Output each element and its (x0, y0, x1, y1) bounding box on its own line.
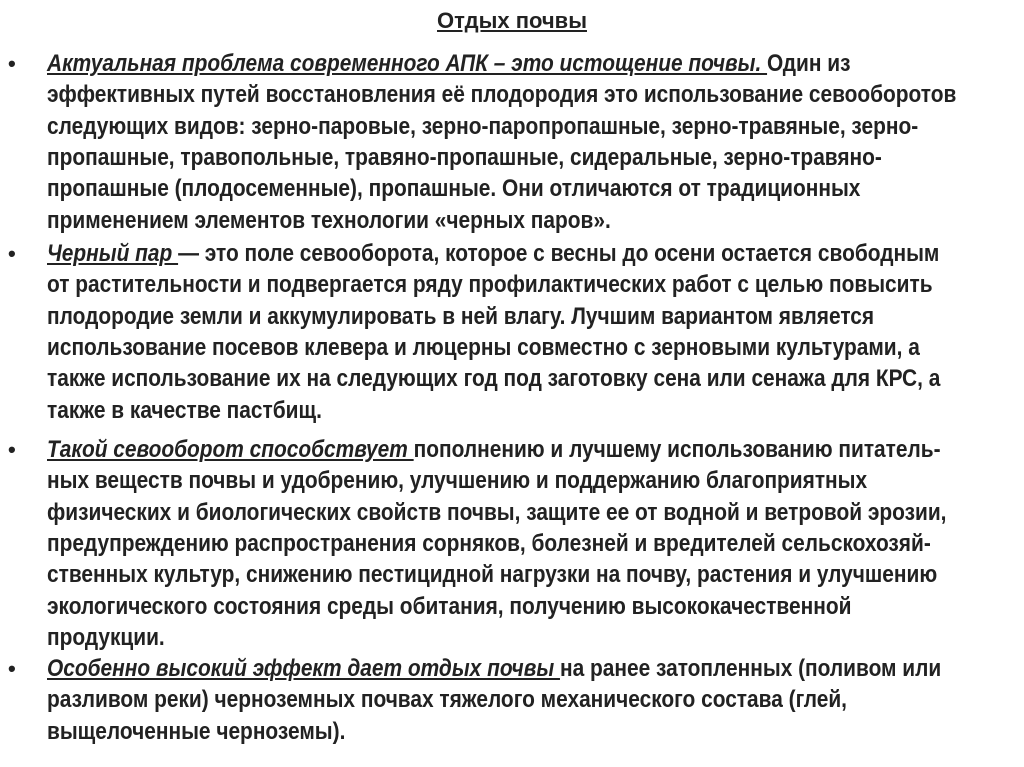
paragraph-line (47, 144, 882, 172)
line-text: пропашные, травопольные, травяно-пропашные, сидеральные, зерно-травяно- (47, 143, 882, 171)
line-text: продукции. (47, 623, 165, 651)
line-text: — это поле севооборота, которое с весны до осени остается свободным (178, 240, 940, 267)
line-text: физических и биологических свойств почвы, защите ее от водной и ветровой эрозии, (47, 498, 947, 526)
line-text: от растительности и подвергается ряду профилактических работ с целью повысить (47, 271, 933, 299)
emphasized-lead: Черный пар (47, 240, 179, 267)
line-text: применением элементов технологии «черных паров». (47, 206, 611, 234)
line-text: плодородие земли и аккумулировать в ней влагу. Лучшим вариантом является (47, 302, 875, 330)
line-text: выщелоченные черноземы). (47, 717, 346, 745)
line-text: также в качестве пастбищ. (47, 396, 322, 424)
line-text: пропашные (плодосеменные), пропашные. Они отличаются от традиционных (47, 175, 861, 203)
emphasized-lead: Актуальная проблема современного АПК – это истощение почвы. (47, 50, 768, 77)
bullet-marker: • (8, 656, 16, 681)
paragraph-line (47, 499, 946, 527)
paragraph-line (47, 334, 920, 362)
paragraph-line (47, 240, 939, 268)
paragraph-line (47, 207, 611, 235)
paragraph-line (47, 561, 937, 589)
line-text: также использование их на следующих год под заготовку сена или сенажа для КРС, а (47, 365, 941, 393)
paragraph-line (47, 467, 867, 495)
paragraph-line (47, 175, 860, 203)
paragraph-line (47, 50, 850, 78)
line-text: следующих видов: зерно-паровые, зерно-паропропашные, зерно-травяные, зерно- (47, 112, 919, 140)
line-text: использование посевов клевера и люцерны совместно с зерновыми культурами, а (47, 333, 920, 361)
line-text: эффективных путей восстановления её плодородия это использование севооборотов (47, 81, 957, 109)
slide-title: Отдых почвы (437, 8, 587, 33)
paragraph-line (47, 113, 918, 141)
line-text: экологического состояния среды обитания, получению высококачественной (47, 592, 852, 620)
paragraph-line (47, 655, 941, 683)
bullet-marker: • (8, 437, 16, 462)
line-text: ственных культур, снижению пестицидной нагрузки на почву, растения и улучшению (47, 561, 938, 589)
paragraph-line (47, 436, 941, 464)
line-text: на ранее затопленных (поливом или (559, 655, 942, 682)
paragraph-line (47, 271, 933, 299)
paragraph-line (47, 81, 956, 109)
paragraph-line (47, 365, 940, 393)
paragraph-line (47, 303, 874, 331)
bullet-marker: • (8, 51, 16, 76)
paragraph-line (47, 718, 345, 746)
paragraph-line (47, 593, 851, 621)
paragraph-line (47, 397, 322, 425)
line-text: ных веществ почвы и удобрению, улучшению и поддержанию благоприятных (47, 467, 868, 495)
emphasized-lead: Особенно высокий эффект дает отдых почвы (47, 655, 560, 682)
line-text: Один из (767, 50, 851, 77)
line-text: разливом реки) черноземных почвах тяжелого механического состава (глей, (47, 686, 847, 714)
paragraph-line (47, 530, 931, 558)
paragraph-line (47, 686, 847, 714)
bullet-marker: • (8, 241, 16, 266)
line-text: пополнению и лучшему использованию питатель- (413, 436, 941, 463)
paragraph-line (47, 624, 165, 652)
emphasized-lead: Такой севооборот способствует (47, 436, 414, 463)
line-text: предупреждению распространения сорняков, болезней и вредителей сельскохозяй- (47, 529, 931, 557)
